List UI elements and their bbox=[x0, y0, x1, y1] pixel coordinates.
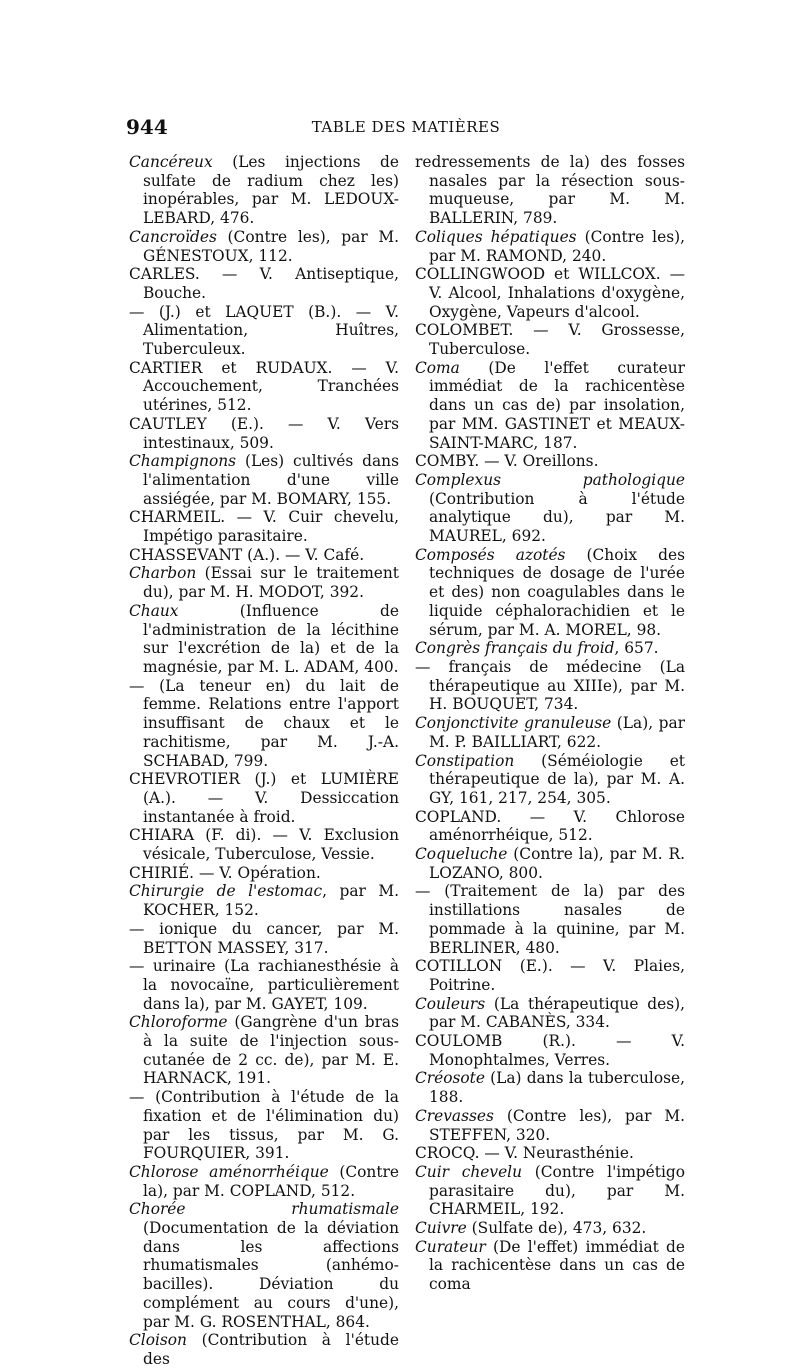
entry-text: CROCQ. — V. Neurasthénie. bbox=[415, 1144, 634, 1163]
index-entry bbox=[415, 359, 685, 453]
entry-text: (Contre la), par M. R. LOZANO, 800. bbox=[429, 845, 685, 882]
index-entry bbox=[129, 452, 399, 508]
entry-text: CHARMEIL. — V. Cuir chevelu, Impétigo parasitaire. bbox=[129, 508, 399, 546]
entry-text: (Contribution à l'étude des bbox=[143, 1331, 399, 1368]
index-entry bbox=[129, 415, 399, 452]
entry-heading: Chirurgie de l'estomac bbox=[129, 882, 323, 901]
entry-text: CHIARA (F. di). — V. Exclusion vésicale, Tuberculose, Vessie. bbox=[129, 826, 399, 864]
index-entry bbox=[415, 957, 685, 994]
index-entry bbox=[415, 1032, 685, 1069]
index-entry bbox=[129, 1088, 399, 1163]
entry-text: (Sulfate de), 473, 632. bbox=[466, 1219, 647, 1238]
entry-text: CARTIER et RUDAUX. — V. Accouchement, Tranchées utérines, 512. bbox=[129, 358, 399, 415]
entry-heading: Congrès français du froid bbox=[415, 639, 615, 658]
index-entry bbox=[129, 1013, 399, 1088]
index-entry bbox=[129, 359, 399, 415]
entry-text: (Les injections de sulfate de radium chez les) inopérables, par M. LEDOUX-LEBARD, 476. bbox=[143, 153, 399, 228]
entry-heading: Couleurs bbox=[415, 994, 486, 1013]
index-entry bbox=[415, 1238, 685, 1294]
entry-heading: Conjonctivite granuleuse bbox=[415, 714, 612, 733]
entry-heading: Champignons bbox=[129, 452, 237, 471]
entry-heading: Chloroforme bbox=[129, 1013, 228, 1032]
entry-heading: Cuir chevelu bbox=[415, 1162, 523, 1181]
index-entry bbox=[415, 153, 685, 228]
entry-text: COTILLON (E.). — V. Plaies, Poitrine. bbox=[415, 957, 685, 994]
entry-text: — ionique du cancer, par M. BETTON MASSEY, 317. bbox=[129, 919, 399, 957]
index-entry bbox=[129, 564, 399, 601]
index-column-right bbox=[415, 153, 685, 1294]
index-entry bbox=[129, 508, 399, 545]
entry-heading: Curateur bbox=[415, 1237, 486, 1256]
entry-heading: Chaux bbox=[129, 601, 179, 620]
entry-heading: Chlorose aménorrhéique bbox=[129, 1162, 329, 1181]
entry-text: (La thérapeutique des), par M. CABANÈS, 334. bbox=[429, 994, 685, 1032]
entry-text: , par M. KOCHER, 152. bbox=[143, 882, 399, 920]
entry-text: (Essai sur le traitement du), par M. H. MODOT, 392. bbox=[143, 564, 399, 602]
index-entry bbox=[415, 882, 685, 957]
entry-heading: Cloison bbox=[129, 1331, 187, 1350]
entry-text: COMBY. — V. Oreillons. bbox=[415, 452, 599, 471]
index-entry bbox=[129, 602, 399, 677]
index-entry bbox=[129, 864, 399, 883]
entry-heading: Coliques hépatiques bbox=[415, 227, 577, 246]
running-title: TABLE DES MATIÈRES bbox=[311, 118, 501, 136]
entry-heading: Coma bbox=[415, 358, 460, 377]
entry-text: redressements de la) des fosses nasales par la résection sous-muqueuse, par M. M. BALLERIN, 789. bbox=[415, 153, 685, 228]
entry-text: CHIRIÉ. — V. Opération. bbox=[129, 863, 321, 882]
index-entry bbox=[415, 808, 685, 845]
index-entry bbox=[129, 677, 399, 771]
index-entry bbox=[415, 752, 685, 808]
index-entry bbox=[415, 265, 685, 321]
entry-heading: Chorée rhumatismale bbox=[129, 1200, 399, 1219]
entry-text: — (Traitement de la) par des instillations nasales de pommade à la quinine, par M. BERLINER, 480. bbox=[415, 882, 685, 957]
entry-text: (Choix des techniques de dosage de l'urée et des) non coagulables dans le liquide céphalorachidien et le sérum, par M. A. MOREL, 98. bbox=[429, 545, 685, 639]
index-column-left bbox=[129, 153, 399, 1369]
entry-text: (Séméiologie et thérapeutique de la), par M. A. GY, 161, 217, 254, 305. bbox=[429, 751, 685, 807]
entry-heading: Cancéreux bbox=[129, 153, 213, 171]
entry-text: COLLINGWOOD et WILLCOX. — V. Alcool, Inhalations d'oxygène, Oxygène, Vapeurs d'alcool. bbox=[415, 265, 685, 321]
entry-text: (Documentation de la déviation dans les affections rhumatismales (anhémo-bacilles). Déviation du complément au cours d'une), par M. G. ROSENTHAL, 864. bbox=[143, 1219, 399, 1331]
index-entry bbox=[129, 1163, 399, 1200]
entry-text: COLOMBET. — V. Grossesse, Tuberculose. bbox=[415, 321, 685, 359]
index-entry bbox=[415, 714, 685, 751]
entry-text: — urinaire (La rachianesthésie à la novocaïne, particulièrement dans la), par M. GAYET, 109. bbox=[129, 957, 399, 1013]
entry-heading: Cancroïdes bbox=[129, 227, 217, 246]
index-entry bbox=[415, 1069, 685, 1106]
index-entry bbox=[129, 265, 399, 302]
entry-text: (Contre les), par M. RAMOND, 240. bbox=[429, 227, 685, 265]
index-entry bbox=[415, 639, 685, 658]
entry-heading: Complexus pathologique bbox=[415, 470, 685, 489]
index-entry bbox=[129, 826, 399, 863]
index-entry bbox=[415, 321, 685, 358]
index-entry bbox=[415, 1107, 685, 1144]
index-entry bbox=[415, 546, 685, 640]
entry-text: (Contre l'impétigo parasitaire du), par M. CHARMEIL, 192. bbox=[429, 1162, 686, 1219]
entry-text: (La) dans la tuberculose, 188. bbox=[429, 1069, 685, 1107]
entry-text: , 657. bbox=[614, 639, 659, 658]
index-entry bbox=[129, 920, 399, 957]
index-entry bbox=[129, 1200, 399, 1331]
index-entry bbox=[415, 658, 685, 714]
index-entry bbox=[415, 452, 685, 471]
entry-heading: Cuivre bbox=[415, 1219, 467, 1238]
entry-text: — (J.) et LAQUET (B.). — V. Alimentation, Huîtres, Tuberculeux. bbox=[129, 302, 399, 359]
page-number: 944 bbox=[126, 115, 168, 139]
index-entry bbox=[129, 882, 399, 919]
index-entry bbox=[129, 153, 399, 228]
entry-text: (De l'effet curateur immédiat de la rachicentèse dans un cas de) par insolation, par MM. GASTINET et MEAUX-SAINT-MARC, 187. bbox=[429, 358, 685, 452]
entry-text: (Influence de l'administration de la lécithine sur l'excrétion de la) et de la magnésie, par M. L. ADAM, 400. bbox=[143, 601, 399, 676]
entry-text: — (Contribution à l'étude de la fixation et de l'élimination du) par les tissus, par M. G. FOURQUIER, 391. bbox=[129, 1088, 399, 1163]
entry-text: (Contre les), par M. GÉNESTOUX, 112. bbox=[143, 227, 399, 265]
entry-text: — français de médecine (La thérapeutique au XIIIe), par M. H. BOUQUET, 734. bbox=[415, 657, 685, 714]
entry-text: COULOMB (R.). — V. Monophtalmes, Verres. bbox=[415, 1032, 685, 1069]
entry-heading: Constipation bbox=[415, 751, 515, 770]
index-entry bbox=[415, 1163, 685, 1219]
entry-text: (Contribution à l'étude analytique du), par M. MAUREL, 692. bbox=[429, 489, 685, 546]
index-entry bbox=[129, 228, 399, 265]
index-entry bbox=[129, 303, 399, 359]
entry-text: CARLES. — V. Antiseptique, Bouche. bbox=[129, 265, 399, 302]
entry-text: (Les) cultivés dans l'alimentation d'une ville assiégée, par M. BOMARY, 155. bbox=[143, 452, 399, 508]
index-entry bbox=[415, 845, 685, 882]
entry-text: (Gangrène d'un bras à la suite de l'injection sous-cutanée de 2 cc. de), par M. E. HARNACK, 191. bbox=[143, 1013, 399, 1088]
index-entry bbox=[415, 471, 685, 546]
index-entry bbox=[129, 1331, 399, 1368]
index-entry bbox=[415, 228, 685, 265]
entry-text: CHASSEVANT (A.). — V. Café. bbox=[129, 545, 365, 564]
entry-text: COPLAND. — V. Chlorose aménorrhéique, 512. bbox=[415, 807, 685, 845]
index-entry bbox=[129, 957, 399, 1013]
index-entry bbox=[129, 770, 399, 826]
page-header bbox=[126, 115, 686, 145]
entry-text: (La), par M. P. BAILLIART, 622. bbox=[429, 714, 686, 751]
entry-heading: Coqueluche bbox=[415, 845, 508, 864]
entry-text: — (La teneur en) du lait de femme. Relations entre l'apport insuffisant de chaux et le rachitisme, par M. J.-A. SCHABAD, 799. bbox=[129, 676, 399, 770]
index-entry bbox=[415, 995, 685, 1032]
entry-text: (Contre les), par M. STEFFEN, 320. bbox=[429, 1106, 685, 1144]
index-entry bbox=[129, 546, 399, 565]
entry-heading: Charbon bbox=[129, 564, 197, 583]
entry-text: CAUTLEY (E.). — V. Vers intestinaux, 509. bbox=[129, 414, 399, 452]
entry-text: (De l'effet) immédiat de la rachicentèse dans un cas de coma bbox=[429, 1237, 685, 1294]
index-entry bbox=[415, 1144, 685, 1163]
entry-heading: Créosote bbox=[415, 1069, 485, 1088]
entry-text: CHEVROTIER (J.) et LUMIÈRE (A.). — V. Dessiccation instantanée à froid. bbox=[129, 770, 399, 826]
entry-heading: Composés azotés bbox=[415, 545, 566, 564]
entry-heading: Crevasses bbox=[415, 1106, 494, 1125]
index-entry bbox=[415, 1219, 685, 1238]
entry-text: (Contre la), par M. COPLAND, 512. bbox=[143, 1162, 399, 1200]
